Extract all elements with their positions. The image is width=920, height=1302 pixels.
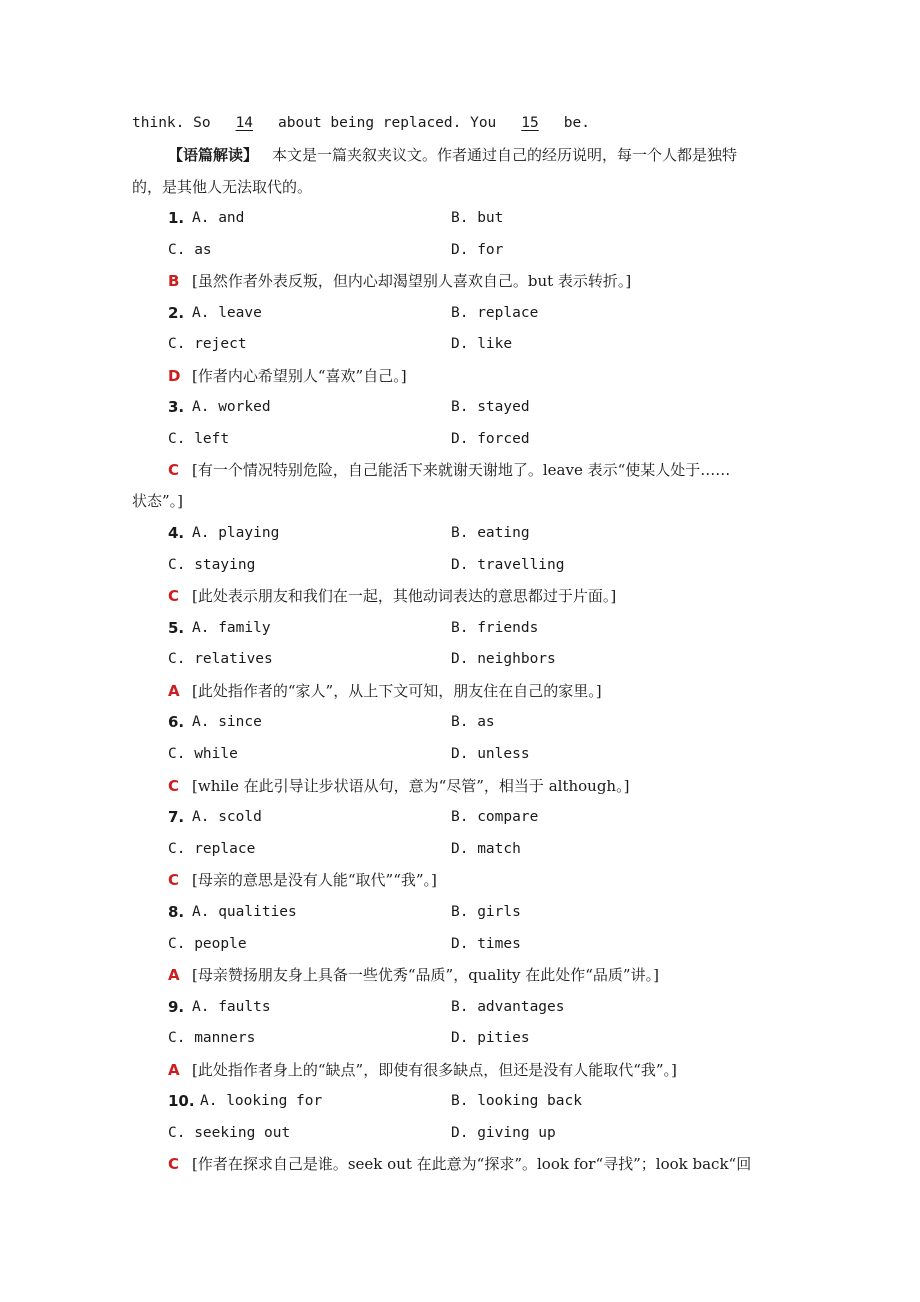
passage-text-mid: about being replaced. You — [269, 115, 506, 131]
option-d: D. giving up — [451, 1125, 556, 1141]
option-c: C. manners — [168, 1030, 256, 1046]
answer-letter: A — [168, 682, 180, 700]
answer-line-continued — [132, 491, 183, 511]
question-number: 4. — [168, 524, 185, 542]
passage-text-post: be. — [555, 115, 590, 131]
question-4-row-1 — [168, 523, 184, 543]
answer-explanation: [作者在探求自己是谁。seek out 在此意为“探求”。look for“寻找”；look back“回 — [192, 1155, 752, 1173]
answer-explanation: [此处指作者的“家人”，从上下文可知，朋友住在自己的家里。] — [192, 682, 602, 700]
option-a: A. leave — [192, 305, 262, 321]
answer-explanation: [此处表示朋友和我们在一起，其他动词表达的意思都过于片面。] — [192, 587, 617, 605]
answer-letter: D — [168, 367, 181, 385]
blank-14: 14 — [235, 115, 254, 131]
answer-line — [168, 1154, 751, 1174]
analysis-text-2: 的，是其他人无法取代的。 — [132, 178, 313, 196]
answer-line — [168, 681, 602, 701]
option-a: A. qualities — [192, 904, 297, 920]
option-b: B. stayed — [451, 399, 530, 415]
question-10-row-1 — [168, 1091, 195, 1111]
option-b: B. looking back — [451, 1093, 582, 1109]
answer-explanation: [虽然作者外表反叛，但内心却渴望别人喜欢自己。but 表示转折。] — [192, 272, 632, 290]
option-b: B. replace — [451, 305, 539, 321]
option-d: D. pities — [451, 1030, 530, 1046]
question-number: 8. — [168, 903, 185, 921]
answer-explanation-continued: 状态”。] — [132, 492, 184, 510]
option-b: B. as — [451, 714, 495, 730]
option-c: C. people — [168, 936, 247, 952]
analysis-line-1 — [168, 145, 737, 165]
answer-line — [168, 586, 616, 606]
answer-letter: C — [168, 461, 180, 479]
answer-line — [168, 460, 730, 480]
option-b: B. advantages — [451, 999, 565, 1015]
question-6-row-1 — [168, 712, 184, 732]
question-number: 2. — [168, 304, 185, 322]
option-b: B. girls — [451, 904, 521, 920]
answer-line — [168, 271, 631, 291]
analysis-text-1: 本文是一篇夹叙夹议文。作者通过自己的经历说明，每一个人都是独特 — [272, 146, 738, 164]
answer-letter: A — [168, 1061, 180, 1079]
option-d: D. like — [451, 336, 513, 352]
option-c: C. left — [168, 431, 230, 447]
option-a: A. scold — [192, 809, 262, 825]
option-a: A. playing — [192, 525, 280, 541]
option-b: B. friends — [451, 620, 539, 636]
answer-explanation: [作者内心希望别人“喜欢”自己。] — [192, 367, 407, 385]
option-c: C. reject — [168, 336, 247, 352]
question-7-row-1 — [168, 807, 184, 827]
answer-line — [168, 870, 437, 890]
option-b: B. eating — [451, 525, 530, 541]
question-number: 10. — [168, 1092, 195, 1110]
passage-text-pre: think. So — [132, 115, 220, 131]
answer-line — [168, 776, 629, 796]
answer-line — [168, 1060, 677, 1080]
answer-explanation: [while 在此引导让步状语从句，意为“尽管”，相当于 although。] — [192, 777, 630, 795]
question-number: 7. — [168, 808, 185, 826]
option-d: D. forced — [451, 431, 530, 447]
option-a: A. looking for — [200, 1093, 323, 1109]
option-c: C. seeking out — [168, 1125, 291, 1141]
option-c: C. as — [168, 242, 212, 258]
answer-letter: C — [168, 1155, 180, 1173]
answer-explanation: [母亲赞扬朋友身上具备一些优秀“品质”，quality 在此处作“品质”讲。] — [192, 966, 659, 984]
option-a: A. faults — [192, 999, 271, 1015]
option-c: C. relatives — [168, 651, 273, 667]
passage-line — [132, 113, 590, 133]
question-9-row-1 — [168, 997, 184, 1017]
answer-letter: B — [168, 272, 180, 290]
analysis-line-2 — [132, 177, 312, 197]
option-b: B. compare — [451, 809, 539, 825]
answer-line — [168, 366, 407, 386]
option-a: A. and — [192, 210, 245, 226]
option-c: C. replace — [168, 841, 256, 857]
answer-explanation: [此处指作者身上的“缺点”，即使有很多缺点，但还是没有人能取代“我”。] — [192, 1061, 677, 1079]
option-a: A. since — [192, 714, 262, 730]
question-number: 5. — [168, 619, 185, 637]
option-d: D. times — [451, 936, 521, 952]
option-a: A. worked — [192, 399, 271, 415]
question-5-row-1 — [168, 618, 184, 638]
answer-letter: A — [168, 966, 180, 984]
option-d: D. travelling — [451, 557, 565, 573]
option-c: C. while — [168, 746, 238, 762]
answer-explanation: [母亲的意思是没有人能“取代”“我”。] — [192, 871, 437, 889]
question-1-row-1 — [168, 208, 184, 228]
option-d: D. unless — [451, 746, 530, 762]
question-2-row-1 — [168, 303, 184, 323]
question-number: 9. — [168, 998, 185, 1016]
option-a: A. family — [192, 620, 271, 636]
question-8-row-1 — [168, 902, 184, 922]
answer-letter: C — [168, 871, 180, 889]
answer-letter: C — [168, 777, 180, 795]
question-3-row-1 — [168, 397, 184, 417]
question-number: 6. — [168, 713, 185, 731]
blank-15: 15 — [521, 115, 539, 131]
answer-explanation: [有一个情况特别危险，自己能活下来就谢天谢地了。leave 表示“使某人处于…… — [192, 461, 731, 479]
answer-letter: C — [168, 587, 180, 605]
analysis-label: 【语篇解读】 — [168, 146, 259, 164]
option-d: D. for — [451, 242, 504, 258]
question-number: 3. — [168, 398, 185, 416]
option-d: D. match — [451, 841, 521, 857]
question-number: 1. — [168, 209, 185, 227]
answer-line — [168, 965, 659, 985]
option-c: C. staying — [168, 557, 256, 573]
option-b: B. but — [451, 210, 504, 226]
option-d: D. neighbors — [451, 651, 556, 667]
